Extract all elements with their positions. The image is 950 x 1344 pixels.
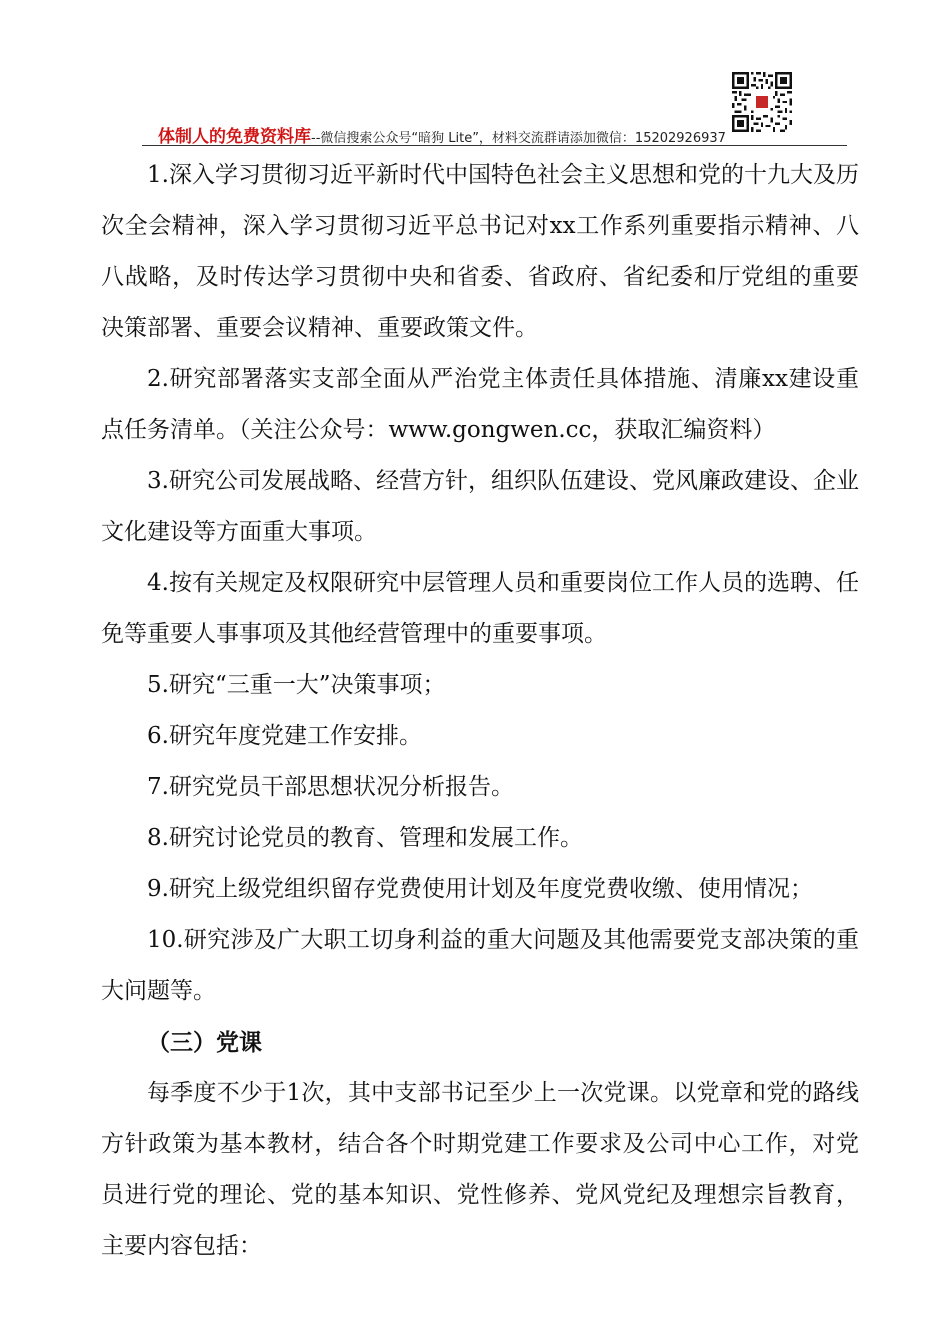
list-item: 6.研究年度党建工作安排。 xyxy=(147,723,422,749)
list-item: 2.研究部署落实支部全面从严治党主体责任具体措施、清廉xx建设重点任务清单。（关注公众号：www.gongwen.cc，获取汇编资料） xyxy=(101,366,859,443)
list-item: 10.研究涉及广大职工切身利益的重大问题及其他需要党支部决策的重大问题等。 xyxy=(101,927,859,1004)
list-item: 3.研究公司发展战略、经营方针，组织队伍建设、党风廉政建设、企业文化建设等方面重大事项。 xyxy=(101,468,859,545)
document-body xyxy=(101,150,859,1272)
list-item: 5.研究“三重一大”决策事项； xyxy=(147,672,446,698)
page-header xyxy=(0,0,950,150)
section-paragraph: 每季度不少于1次，其中支部书记至少上一次党课。以党章和党的路线方针政策为基本教材，结合各个时期党建工作要求及公司中心工作，对党员进行党的理论、党的基本知识、党性修养、党风党纪及理想宗旨教育，主要内容包括： xyxy=(101,1080,859,1259)
section-heading: （三）党课 xyxy=(147,1029,262,1056)
brand-title: 体制人的免费资料库 xyxy=(158,127,311,147)
list-item: 8.研究讨论党员的教育、管理和发展工作。 xyxy=(147,825,583,851)
qr-code-icon xyxy=(732,72,792,132)
list-item: 9.研究上级党组织留存党费使用计划及年度党费收缴、使用情况； xyxy=(147,876,813,902)
list-item: 7.研究党员干部思想状况分析报告。 xyxy=(147,774,514,800)
header-slogan: --微信搜索公众号“暗狗 Lite”，材料交流群请添加微信：15202926937 xyxy=(311,131,726,146)
header-banner xyxy=(158,122,726,147)
list-item: 1.深入学习贯彻习近平新时代中国特色社会主义思想和党的十九大及历次全会精神，深入学习贯彻习近平总书记对xx工作系列重要指示精神、八八战略，及时传达学习贯彻中央和省委、省政府、省纪委和厅党组的重要决策部署、重要会议精神、重要政策文件。 xyxy=(101,162,859,341)
header-divider xyxy=(142,145,847,146)
list-item: 4.按有关规定及权限研究中层管理人员和重要岗位工作人员的选聘、任免等重要人事事项及其他经营管理中的重要事项。 xyxy=(101,570,859,647)
